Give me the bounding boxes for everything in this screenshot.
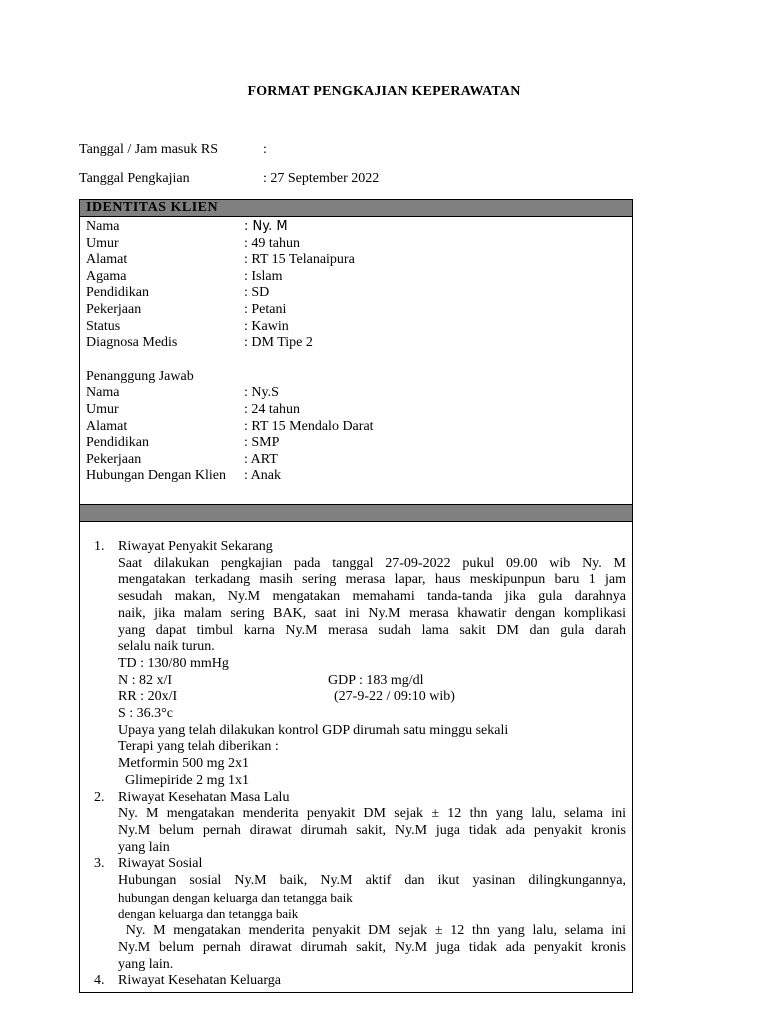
item-number: 1. [94,539,105,554]
item-title: Riwayat Kesehatan Keluarga [118,973,282,989]
row-label: Pendidikan [86,435,149,451]
row-label: Diagnosa Medis [86,335,178,351]
item-body [118,790,626,857]
item-title: Riwayat Kesehatan Masa Lalu [118,789,290,805]
penanggung-row [86,468,632,485]
vital-td: TD : 130/80 mmHg [118,655,229,671]
item-number: 4. [94,973,105,989]
identitas-row [86,335,632,352]
document-title: FORMAT PENGKAJIAN KEPERAWATAN [247,84,521,99]
vital-s: S : 36.3°c [118,706,173,721]
identitas-row [86,219,632,236]
paragraph-line: yang dapat timbul karna Ny.M merasa sudah lama sakit DM dan gula darah [118,622,626,638]
identitas-rows [80,217,632,485]
row-value: : Ny.S [244,385,279,401]
row-label: Umur [86,401,119,417]
row-label: Umur [86,235,119,251]
row-value: : 49 tahun [244,235,300,251]
identitas-row [86,236,632,253]
upaya-line: Upaya yang telah dilakukan kontrol GDP dirumah satu minggu sekali [118,722,509,738]
penanggung-jawab-heading: Penanggung Jawab [86,368,194,384]
riwayat-item-2 [94,790,626,857]
item-body [118,973,626,990]
identitas-row [86,285,632,302]
penanggung-row [86,435,632,452]
row-value: : SD [244,285,270,301]
tanggal-pengkajian-value: : 27 September 2022 [263,171,380,186]
identitas-klien-box [79,199,633,505]
row-label: Hubungan Dengan Klien [86,468,226,484]
vital-gdp-time: (27-9-22 / 09:10 wib) [334,689,455,705]
identitas-row [86,319,632,336]
riwayat-header-bar [80,505,632,522]
vital-row-n [118,673,626,690]
item-number: 3. [94,856,105,872]
penanggung-row [86,419,632,436]
row-label: Alamat [86,418,128,434]
row-label: Nama [86,219,120,234]
row-label: Pekerjaan [86,451,142,467]
riwayat-item-4 [94,973,626,990]
paragraph-line: mengatakan terkadang masih sering merasa lapar, haus meskipunpun baru 1 jam [118,572,626,588]
paragraph-line: yang lain. [118,956,174,972]
row-label: Nama [86,385,120,401]
row-value: : SMP [244,435,280,451]
paragraph-line: Ny. M mengatakan menderita penyakit DM sejak ± 12 thn yang lalu, selama ini [118,806,626,822]
item-number: 2. [94,789,105,805]
riwayat-item-1 [94,539,626,790]
penanggung-row [86,452,632,469]
paragraph-line: yang lain [118,839,170,855]
paragraph-line: dengan keluarga dan tetangga baik [118,906,299,922]
spacer [86,352,632,369]
riwayat-list [80,522,632,990]
vital-rr: RR : 20x/I [118,689,178,705]
paragraph-line: Ny.M belum pernah dirawat dirumah sakit, Ny.M juga tidak ada penyakit kronis [118,822,626,838]
identitas-header-bar [80,200,632,217]
identitas-row [86,252,632,269]
row-value: : Kawin [244,318,289,334]
row-value: : DM Tipe 2 [244,335,313,351]
paragraph-line: sesudah makan, Ny.M mengatakan memahami tanda-tanda jika gula darahnya [118,589,626,605]
row-value: : ART [244,451,278,467]
tanggal-pengkajian-label: Tanggal Pengkajian [79,171,190,186]
identitas-header-title: IDENTITAS KLIEN [86,200,219,215]
identitas-row [86,269,632,286]
riwayat-item-3 [94,856,626,973]
row-label: Pendidikan [86,285,149,301]
penanggung-row [86,402,632,419]
vital-n: N : 82 x/I [118,672,173,688]
row-label: Status [86,318,121,334]
obat-line: Metformin 500 mg 2x1 [118,756,250,772]
terapi-line: Terapi yang telah diberikan : [118,739,279,755]
tanggal-masuk-colon: : [263,142,267,157]
paragraph-line: selalu naik turun. [118,639,215,655]
row-value: : Ny. M [244,219,288,234]
item-body [118,539,626,790]
paragraph-line: Ny.M belum pernah dirawat dirumah sakit, Ny.M juga tidak ada penyakit kronis [118,939,626,955]
row-label: Alamat [86,252,128,268]
item-body [118,856,626,973]
penanggung-row [86,385,632,402]
paragraph-line: Saat dilakukan pengkajian pada tanggal 27-09-2022 pukul 09.00 wib Ny. M [118,555,626,571]
item-title: Riwayat Sosial [118,856,203,872]
tanggal-masuk-label: Tanggal / Jam masuk RS [79,142,219,157]
row-label: Pekerjaan [86,301,142,317]
row-value: : RT 15 Mendalo Darat [244,418,374,434]
vital-gdp: GDP : 183 mg/dl [328,672,424,688]
row-value: : Islam [244,268,283,284]
tanggal-masuk-row [79,142,267,158]
row-value: : Petani [244,301,287,317]
identitas-row [86,302,632,319]
paragraph-line: naik, jika malam sering BAK, saat ini Ny.M merasa khawatir dengan komplikasi [118,605,626,621]
row-value: : RT 15 Telanaipura [244,252,355,268]
row-value: : Anak [244,468,281,484]
obat-line: Glimepiride 2 mg 1x1 [118,772,250,788]
tanggal-pengkajian-row [79,171,379,187]
riwayat-box [79,504,633,993]
row-value: : 24 tahun [244,401,300,417]
vital-row-rr [118,689,626,706]
item-title: Riwayat Penyakit Sekarang [118,539,273,554]
paragraph-line: Hubungan sosial Ny.M baik, Ny.M aktif dan ikut yasinan dilingkungannya, [118,873,626,889]
paragraph-line: Ny. M mengatakan menderita penyakit DM sejak ± 12 thn yang lalu, selama ini [118,923,626,939]
row-label: Agama [86,268,127,284]
paragraph-line: hubungan dengan keluarga dan tetangga baik [118,889,353,905]
